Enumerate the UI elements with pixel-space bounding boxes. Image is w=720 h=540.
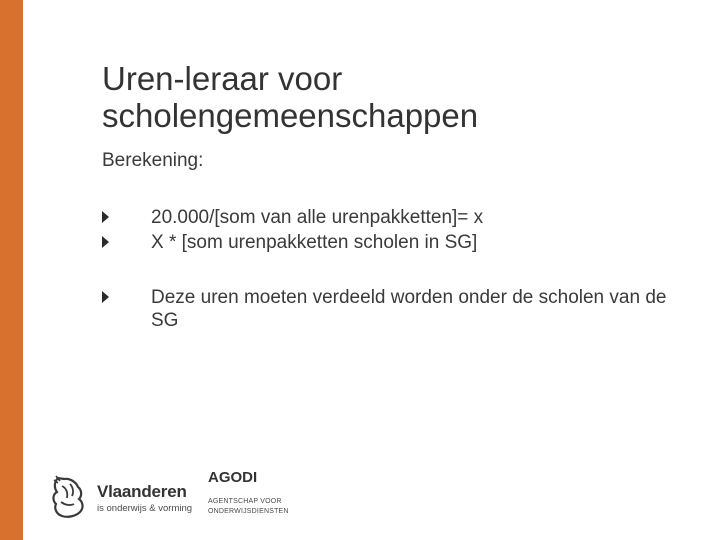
- slide-title-line: scholengemeenschappen: [102, 97, 479, 134]
- flemish-lion-icon: [48, 472, 90, 520]
- footer-logos: [48, 466, 298, 526]
- triangle-right-icon: [102, 236, 109, 248]
- agency-name: AGODI: [208, 469, 258, 486]
- brand-name: Vlaanderen: [97, 482, 187, 501]
- brand-tagline: is onderwijs & vorming: [97, 503, 193, 514]
- slide-title-line: Uren-leraar voor: [102, 60, 343, 97]
- bullet-text: Deze uren moeten verdeeld worden onder de scholen van de SG: [151, 287, 667, 331]
- triangle-right-icon: [102, 291, 109, 303]
- triangle-right-icon: [102, 211, 109, 223]
- bullet-text: 20.000/[som van alle urenpakketten]= x: [151, 207, 484, 228]
- agency-subtitle: AGENTSCHAP VOOR: [208, 498, 282, 505]
- slide-subheading: Berekening:: [102, 150, 204, 171]
- bullet-text: X * [som urenpakketten scholen in SG]: [151, 232, 478, 253]
- slide-title: [102, 60, 662, 134]
- accent-side-band: [0, 0, 23, 540]
- agency-subtitle: ONDERWIJSDIENSTEN: [208, 508, 289, 515]
